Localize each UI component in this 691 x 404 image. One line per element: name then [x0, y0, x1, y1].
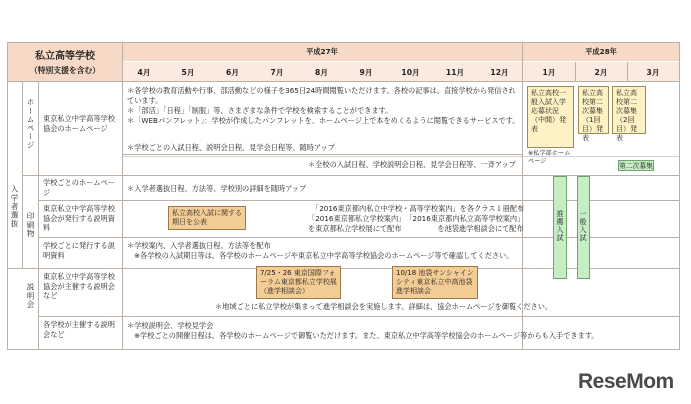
ikebukuro-fair-text: 10/18 池袋サンシャインシティ東京私立中高池袋進学相談会 — [396, 269, 474, 296]
notice-second-round-1-text: 私立高校第二次募集（1回目）発表 — [582, 89, 603, 143]
exam-dates-text: 私立高校入試に関する期日を公表 — [172, 209, 242, 227]
divider — [122, 43, 123, 81]
general-exam-label: 一般入試 — [579, 210, 587, 242]
month-mar: 3月 — [646, 68, 660, 77]
school-events-desc-2: ※学校ごとの開催日程は、各学校のホームページで御覧いただけます。また、東京私立中学高等学校協会のホームページ等からも入手できます。 — [134, 331, 599, 340]
resemom-logo: ReseMom — [578, 370, 674, 393]
row-label-association-materials: 東京私立中学高等学校協会が発行する説明資料 — [43, 204, 115, 233]
category-print: 印刷物 — [26, 212, 35, 238]
row-label-association-homepage: 東京私立中学高等学校協会のホームページ — [43, 114, 115, 133]
divider — [122, 156, 679, 157]
homepage-desc-3: ＊「WEBパンフレット」：学校が作成したパンフレットを、ホームページ上で本をめくるように閲覧できるサービスです。 — [127, 116, 520, 125]
month-feb: 2月 — [594, 68, 608, 77]
month-jan: 1月 — [542, 68, 556, 77]
school-homepage-desc: ＊入学者選抜日程、方法等、学校別の詳細を随時アップ — [127, 184, 307, 193]
school-events-desc-1: ＊学校説明会、学校見学会 — [127, 321, 214, 330]
month-dec: 12月 — [490, 68, 509, 77]
row-label-association-events: 東京私立中学高等学校協会が主催する説明会など — [43, 272, 115, 301]
month-sep: 9月 — [359, 68, 373, 77]
row-label-school-events: 各学校が主催する説明会など — [43, 320, 115, 339]
row-label-school-materials: 学校ごとに発行する説明資料 — [43, 241, 115, 260]
homepage-desc-5: ＊全校の入試日程、学校説明会日程、見学会日程等、一斉アップ — [308, 160, 516, 169]
exam-dates-box — [168, 206, 246, 230]
notice-box-general-exam — [527, 86, 574, 148]
month-apr: 4月 — [137, 68, 151, 77]
divider — [122, 154, 522, 155]
month-oct: 10月 — [401, 68, 420, 77]
notice-box-second-round-2 — [612, 86, 646, 143]
category-selection: 入学者選抜 — [10, 185, 19, 228]
category-homepage: ホームページ — [26, 98, 35, 150]
divider — [522, 43, 523, 81]
school-fair-box — [256, 266, 341, 299]
notice-box-second-round-1 — [578, 86, 609, 143]
ikebukuro-fair-box — [392, 266, 478, 299]
page-title: 私立高等学校 — [35, 51, 95, 62]
materials-desc-2: 「2016東京都私立学校案内」 「2016東京都内私立高等学校案内」 — [308, 214, 525, 223]
month-may: 5月 — [181, 68, 195, 77]
notice-second-round-2-text: 私立高校第二次募集（2回目）発表 — [616, 89, 637, 143]
homepage-desc-1: ＊各学校の教育活動や行事、部活動などの様子を365日24時間閲覧いただけます。各校の記事は、直接学校から発信されています。 — [127, 86, 516, 105]
notice-general-exam-note: ※私学部ホームページ — [528, 150, 571, 166]
recommendation-exam-label: 推薦入試 — [556, 210, 564, 242]
homepage-desc-4: ＊学校ごとの入試日程、説明会日程、見学会日程等、随時アップ — [127, 143, 335, 152]
month-jun: 6月 — [226, 68, 239, 77]
divider — [38, 316, 679, 317]
month-aug: 8月 — [315, 68, 328, 77]
notice-general-exam-text: 私立高校一般入試入学応募状況（中間）発表 — [531, 89, 566, 134]
year1-label: 平成27年 — [306, 47, 338, 56]
row-label-school-homepage: 学校ごとのホームページ — [43, 178, 115, 197]
second-recruitment-badge: 第二次募集 — [619, 162, 653, 170]
page-subtitle: （特別支援を含む） — [29, 66, 101, 75]
materials-desc-3: を東京都私立学校展にて配布 を池袋進学相談会にて配布 — [308, 224, 524, 233]
year2-label: 平成28年 — [585, 47, 617, 56]
materials-desc-1: 「2016東京都内私立中学校・高等学校案内」を各クラス１冊配布 — [312, 204, 525, 213]
divider — [575, 62, 576, 81]
school-materials-desc-2: ※各学校の入試期日等は、各学校のホームページや東京私立中学高等学校協会のホームページ等で確認してください。 — [134, 251, 514, 260]
month-nov: 11月 — [445, 68, 465, 77]
regional-fair-desc: ＊地域ごとに私立学校が集まって進学相談会を実施します。詳細は、協会ホームページを御覧ください。 — [215, 302, 553, 311]
divider — [38, 82, 39, 349]
divider — [122, 82, 123, 349]
homepage-desc-2: ＊「部活」「日程」「制服」等、さまざまな条件で学校を検索することができます。 — [127, 106, 393, 115]
month-jul: 7月 — [270, 68, 284, 77]
category-briefing: 説明会 — [26, 283, 35, 309]
school-fair-text: 7/25・26 東京国際フォーラム東京都私立学校展（進学相談会） — [260, 269, 337, 296]
school-materials-desc-1: ＊学校案内、入学者選抜日程、方法等を配布 — [127, 241, 271, 250]
divider — [8, 81, 679, 82]
divider — [627, 62, 628, 81]
